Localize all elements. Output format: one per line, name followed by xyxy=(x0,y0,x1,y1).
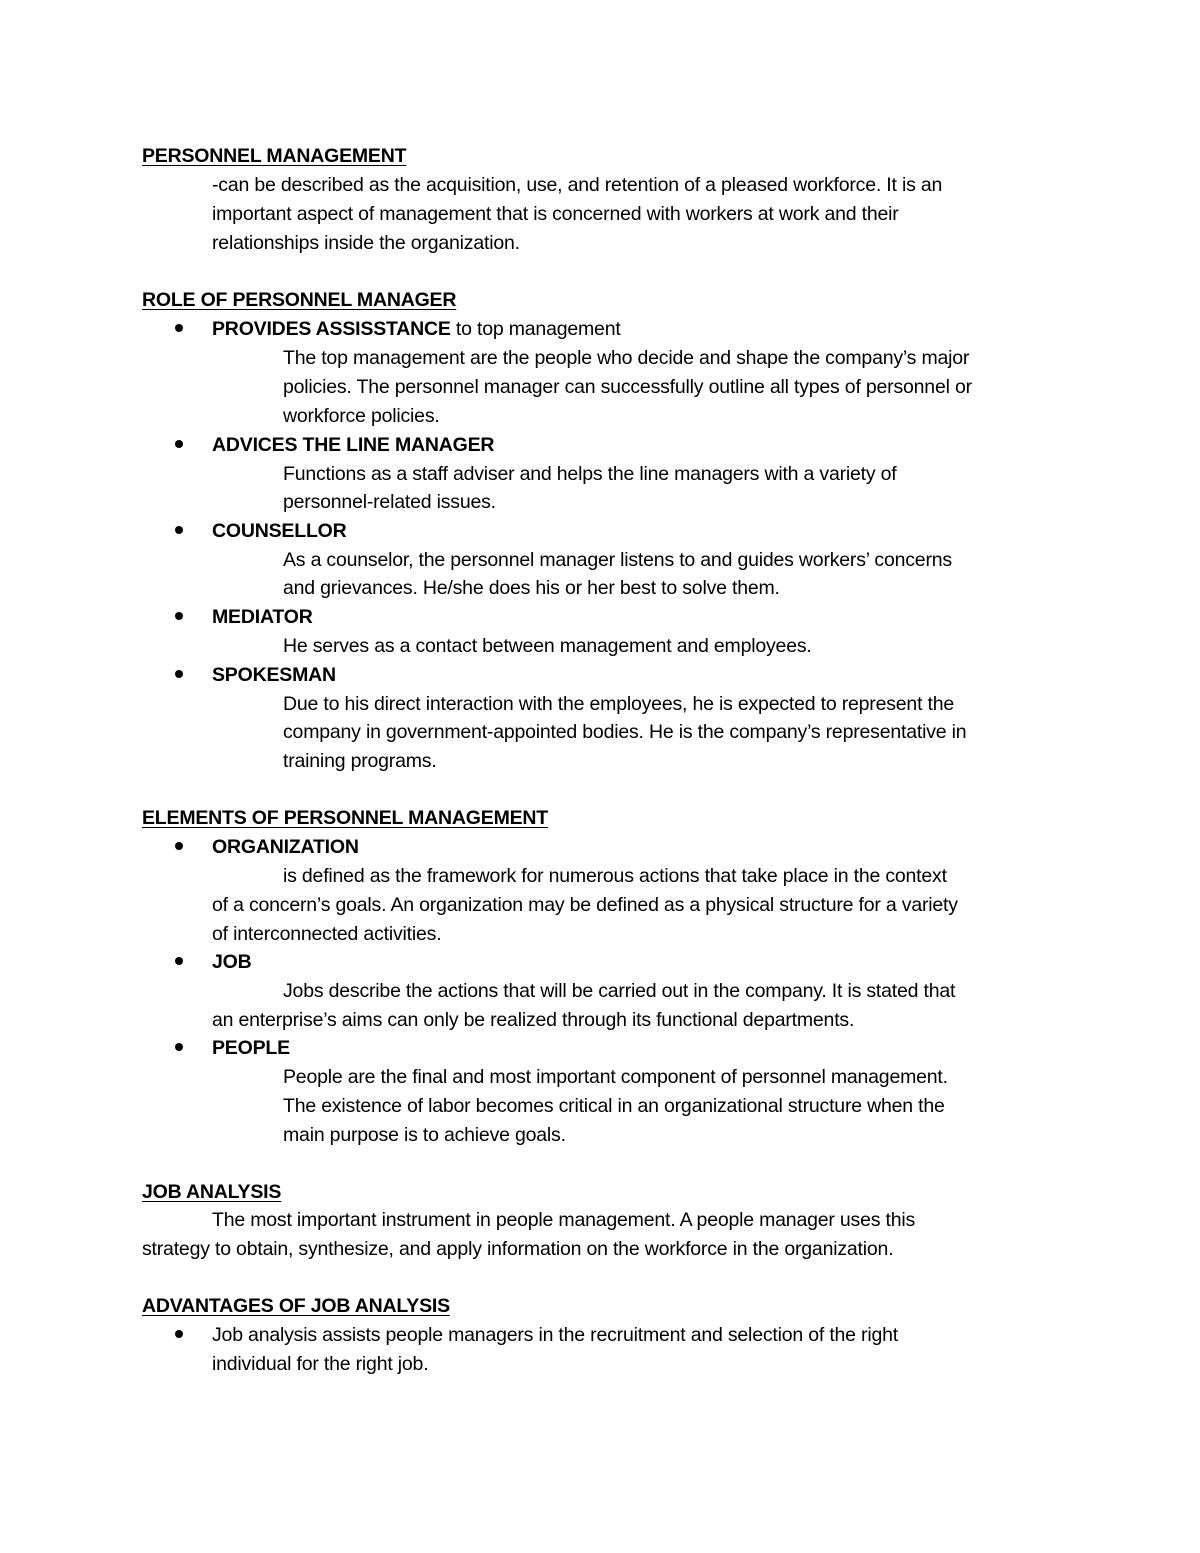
list-item-title: PEOPLE xyxy=(212,1037,290,1059)
paragraph-line: -can be described as the acquisition, use, and retention of a pleased workforce. It is an xyxy=(212,174,943,196)
item-title-suffix: to top management xyxy=(450,318,621,340)
list-item-description: individual for the right job. xyxy=(212,1353,429,1375)
bullet-icon xyxy=(175,324,183,332)
list-item-description: As a counselor, the personnel manager listens to and guides workers’ concerns xyxy=(283,549,952,571)
list-item-description: Due to his direct interaction with the employees, he is expected to represent the xyxy=(283,693,955,715)
section-heading-advantages-of-job-analysis: ADVANTAGES OF JOB ANALYSIS xyxy=(142,1295,450,1317)
list-item-description: company in government-appointed bodies. He is the company’s representative in xyxy=(283,721,967,743)
list-item-description: He serves as a contact between management and employees. xyxy=(283,635,812,657)
list-item-description: is defined as the framework for numerous actions that take place in the context xyxy=(283,865,947,887)
section-heading-role-of-personnel-manager: ROLE OF PERSONNEL MANAGER xyxy=(142,289,457,311)
list-item-title: SPOKESMAN xyxy=(212,664,336,686)
bullet-icon xyxy=(175,842,183,850)
list-item-description: of a concern’s goals. An organization may be defined as a physical structure for a variety xyxy=(212,894,958,916)
list-item-description: Functions as a staff adviser and helps the line managers with a variety of xyxy=(283,463,897,485)
section-heading-personnel-management: PERSONNEL MANAGEMENT xyxy=(142,145,407,167)
list-item-title: ADVICES THE LINE MANAGER xyxy=(212,434,495,456)
bullet-icon xyxy=(175,440,183,448)
section-heading-elements-of-personnel-management: ELEMENTS OF PERSONNEL MANAGEMENT xyxy=(142,807,549,829)
list-item-title: COUNSELLOR xyxy=(212,520,347,542)
bullet-icon xyxy=(175,1043,183,1051)
paragraph-line: The most important instrument in people management. A people manager uses this xyxy=(212,1209,916,1231)
list-item-description: The existence of labor becomes critical in an organizational structure when the xyxy=(283,1095,945,1117)
bullet-icon xyxy=(175,1330,183,1338)
list-item-description: personnel-related issues. xyxy=(283,491,496,513)
section-heading-job-analysis: JOB ANALYSIS xyxy=(142,1181,282,1203)
paragraph-line: relationships inside the organization. xyxy=(212,232,520,254)
item-title-bold: PROVIDES ASSISSTANCE xyxy=(212,318,451,340)
list-item-description: The top management are the people who decide and shape the company’s major xyxy=(283,347,970,369)
list-item-description: training programs. xyxy=(283,750,437,772)
list-item-description: Job analysis assists people managers in the recruitment and selection of the right xyxy=(212,1324,898,1346)
list-item-description: of interconnected activities. xyxy=(212,923,442,945)
list-item-description: People are the final and most important component of personnel management. xyxy=(283,1066,948,1088)
list-item-title: MEDIATOR xyxy=(212,606,313,628)
bullet-icon xyxy=(175,526,183,534)
list-item-description: main purpose is to achieve goals. xyxy=(283,1124,566,1146)
bullet-icon xyxy=(175,612,183,620)
list-item-description: policies. The personnel manager can successfully outline all types of personnel or xyxy=(283,376,972,398)
paragraph-line: strategy to obtain, synthesize, and apply information on the workforce in the organization. xyxy=(142,1238,894,1260)
paragraph-line: important aspect of management that is concerned with workers at work and their xyxy=(212,203,899,225)
list-item-title: JOB xyxy=(212,951,252,973)
list-item-description: Jobs describe the actions that will be carried out in the company. It is stated that xyxy=(283,980,956,1002)
list-item-title xyxy=(212,315,621,344)
list-item-description: and grievances. He/she does his or her best to solve them. xyxy=(283,577,780,599)
list-item-description: workforce policies. xyxy=(283,405,440,427)
list-item-description: an enterprise’s aims can only be realized through its functional departments. xyxy=(212,1009,855,1031)
bullet-icon xyxy=(175,670,183,678)
bullet-icon xyxy=(175,957,183,965)
list-item-title: ORGANIZATION xyxy=(212,836,359,858)
